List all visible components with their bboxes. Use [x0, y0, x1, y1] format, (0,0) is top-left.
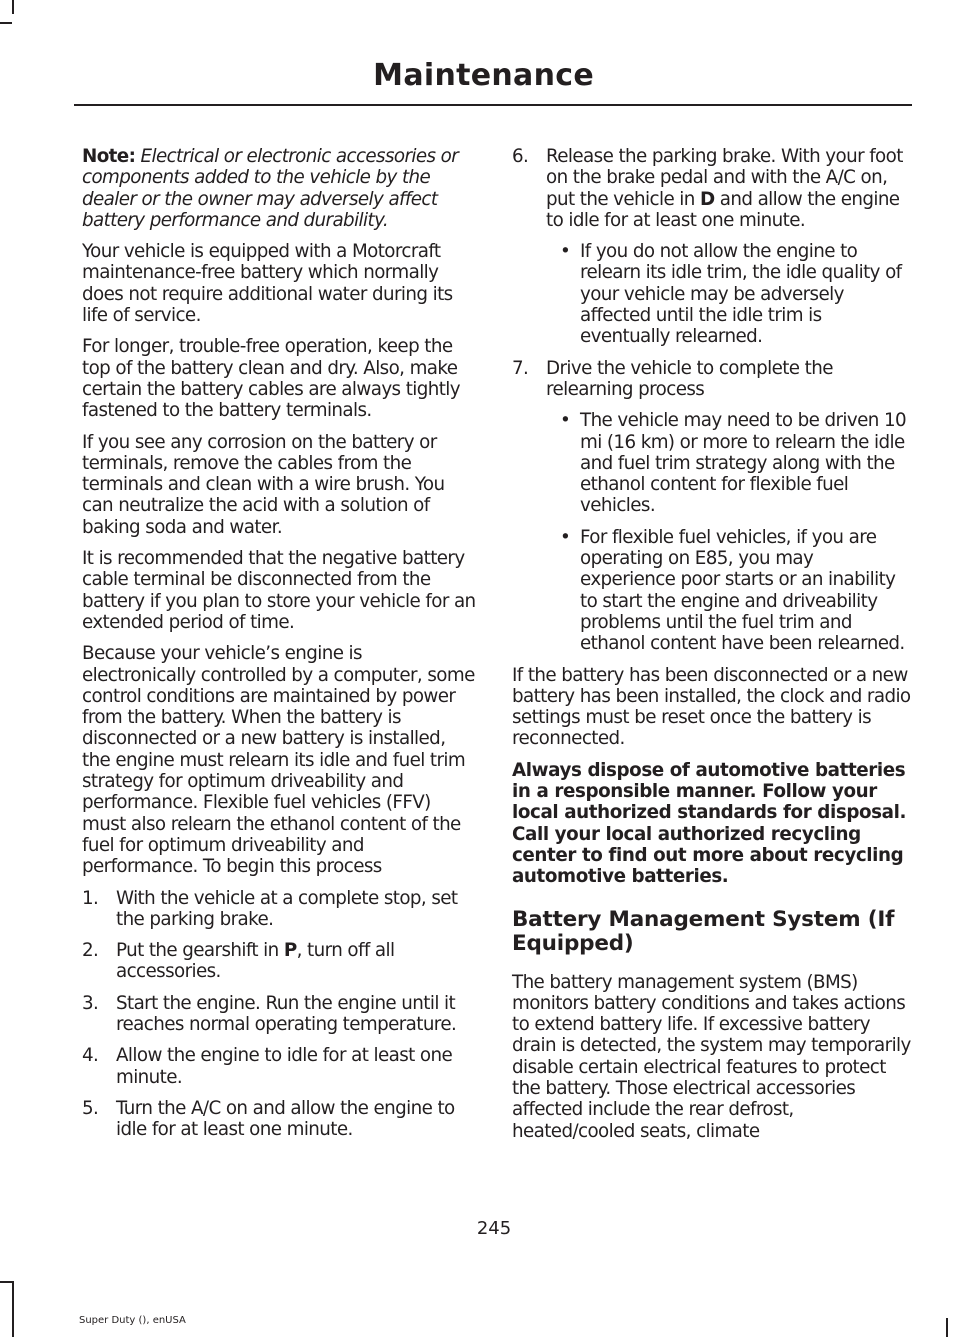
- note-text: Electrical or electronic accessories or components added to the vehicle by the dealer or the owner may adversely affect battery performance and durability.: [82, 146, 459, 231]
- bullet-text: The vehicle may need to be driven 10 mi (16 km) or more to relearn the idle and fuel trim strategy along with the ethanol content for flexible fuel vehicles.: [580, 410, 907, 517]
- crop-mark-bottom-left-h: [0, 1281, 14, 1283]
- bullet-item: [546, 527, 912, 655]
- crop-mark-bottom-right: [946, 1318, 948, 1337]
- step-text: Allow the engine to idle for at least one minute.: [116, 1045, 453, 1088]
- relearn-steps-list: [82, 888, 477, 1141]
- crop-mark-bottom-left: [12, 1283, 14, 1337]
- step-bullet-list: [546, 410, 912, 654]
- right-column: [512, 146, 912, 1152]
- bullet-text: If you do not allow the engine to relearn its idle trim, the idle quality of your vehicle may be adversely affected until the idle trim is eventually relearned.: [580, 241, 902, 348]
- step-item: [512, 146, 912, 348]
- step-item: [512, 358, 912, 655]
- step-bullet-list: [546, 241, 912, 347]
- step-text-post: and allow the engine to idle for at least one minute.: [546, 188, 900, 231]
- step-text: Drive the vehicle to complete the relearning process: [546, 357, 833, 400]
- step-number: 2.: [82, 940, 99, 962]
- bullet-icon: •: [560, 241, 571, 263]
- step-text: Start the engine. Run the engine until it reaches normal operating temperature.: [116, 992, 457, 1035]
- gear-park-label: P: [283, 940, 297, 962]
- note-paragraph: [82, 146, 477, 231]
- step-number: 3.: [82, 992, 99, 1014]
- step-item: [82, 1045, 477, 1088]
- page-header-title: Maintenance: [373, 58, 594, 93]
- bullet-item: [546, 410, 912, 516]
- header-divider: [74, 104, 912, 106]
- step-number: 1.: [82, 887, 99, 909]
- step-item: [82, 940, 477, 983]
- step-number: 5.: [82, 1097, 99, 1119]
- paragraph-bms: The battery management system (BMS) monitors battery conditions and takes actions to extend battery life. If excessive battery drain is detected, the system may temporarily disable certain electrical features to protect the battery. Those electrical accessories affected include the rear defrost, heated/cooled seats, climate: [512, 971, 911, 1142]
- paragraph-battery-type: Your vehicle is equipped with a Motorcraft maintenance-free battery which normally does not require additional water during its life of service.: [82, 241, 453, 327]
- footer-doc-info: Super Duty (), enUSA: [79, 1315, 186, 1326]
- step-number: 6.: [512, 146, 529, 167]
- crop-mark-top-left-h: [0, 22, 12, 24]
- left-column: [82, 146, 477, 1150]
- bullet-icon: •: [560, 410, 571, 432]
- bullet-icon: •: [560, 526, 571, 548]
- paragraph-battery-care: For longer, trouble-free operation, keep the top of the battery clean and dry. Also, make certain the battery cables are always tightly fastened to the battery terminals.: [82, 336, 460, 422]
- bullet-text: For flexible fuel vehicles, if you are operating on E85, you may experience poor starts or an inability to start the engine and driveability problems until the fuel trim and ethanol content have been relearned.: [580, 526, 905, 655]
- gear-drive-label: D: [699, 188, 715, 210]
- bullet-item: [546, 241, 912, 347]
- step-number: 7.: [512, 357, 529, 379]
- paragraph-corrosion: If you see any corrosion on the battery or terminals, remove the cables from the terminals and clean with a wire brush. You can neutralize the acid with a solution of baking soda and water.: [82, 431, 445, 538]
- step-text: With the vehicle at a complete stop, set the parking brake.: [116, 887, 458, 930]
- step-item: [82, 888, 477, 931]
- step-number: 4.: [82, 1045, 99, 1067]
- section-heading-bms: Battery Management System (If Equipped): [512, 906, 895, 956]
- step-text-pre: Put the gearshift in: [116, 940, 284, 962]
- disposal-warning: Always dispose of automotive batteries in a responsible manner. Follow your local authorized standards for disposal. Call your local authorized recycling center to find out more about recycling automotive batteries.: [512, 759, 907, 888]
- step-item: [82, 993, 477, 1036]
- step-item: [82, 1098, 477, 1141]
- paragraph-reset-settings: If the battery has been disconnected or a new battery has been installed, the clock and radio settings must be reset once the battery is reconnected.: [512, 664, 911, 750]
- page-number: 245: [476, 1218, 512, 1239]
- step-text-pre: Release the parking brake. With your foot on the brake pedal and with the A/C on, put the vehicle in: [546, 146, 903, 210]
- step-text: Turn the A/C on and allow the engine to idle for at least one minute.: [116, 1097, 455, 1141]
- step-text-post: , turn off all accessories.: [116, 940, 395, 983]
- note-label: Note:: [82, 146, 136, 167]
- relearn-steps-list-continued: [512, 146, 912, 655]
- paragraph-storage: It is recommended that the negative battery cable terminal be disconnected from the battery if you plan to store your vehicle for an extended period of time.: [82, 548, 476, 633]
- crop-mark-top-left: [12, 0, 14, 14]
- paragraph-relearn: Because your vehicle’s engine is electronically controlled by a computer, some control conditions are maintained by power from the battery. When the battery is disconnected or a new battery is installed, the engine must relearn its idle and fuel trim strategy for optimum driveability and performance. Flexible fuel vehicles (FFV) must also relearn the ethanol content of the fuel for optimum driveability and performance. To begin this process: [82, 643, 475, 878]
